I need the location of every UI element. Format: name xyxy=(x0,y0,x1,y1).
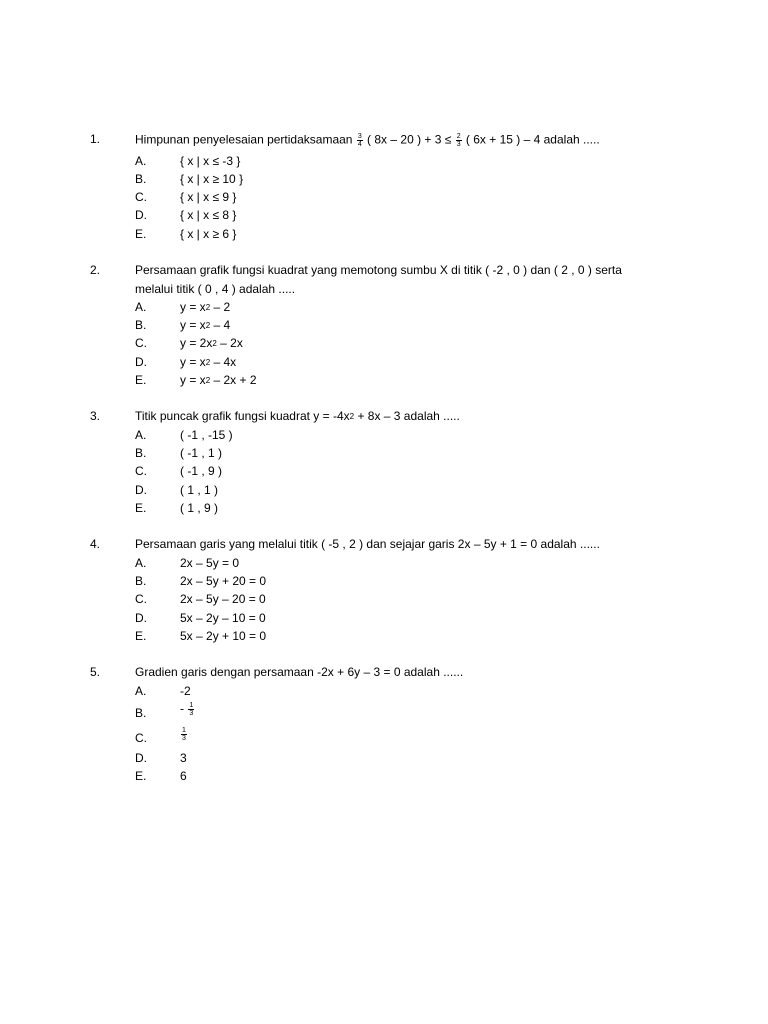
question-4-option-d-text: 5x – 2y – 10 = 0 xyxy=(180,611,266,625)
question-3-option-e-text: ( 1 , 9 ) xyxy=(180,501,219,515)
fraction-one-third: $\frac{1}{3}$ xyxy=(189,702,194,717)
question-5-option-b-letter: B. xyxy=(135,706,147,720)
question-1-option-b-text: { x | x ≥ 10 } xyxy=(180,172,244,186)
question-1-option-d-text: { x | x ≤ 8 } xyxy=(180,208,237,222)
question-5-option-c-letter: C. xyxy=(135,731,147,745)
question-2-option-a-text: $y = x^2 - 2$ xyxy=(180,300,231,314)
question-5-option-e-text: 6 xyxy=(180,769,187,783)
question-5-number: 5. xyxy=(90,665,101,679)
question-3-option-c-text: ( -1 , 9 ) xyxy=(180,464,223,478)
question-2-option-c-letter: C. xyxy=(135,336,147,350)
question-2-option-b-text: $y = x^2 - 4$ xyxy=(180,318,231,332)
question-2-option-a-letter: A. xyxy=(135,300,147,314)
question-2-number: 2. xyxy=(90,263,101,277)
question-4-option-b-letter: B. xyxy=(135,574,147,588)
question-1-option-c-letter: C. xyxy=(135,190,147,204)
question-4-option-a-text: 2x – 5y = 0 xyxy=(180,556,240,570)
question-5-option-a-text: -2 xyxy=(180,684,191,698)
question-1-option-c-text: { x | x ≤ 9 } xyxy=(180,190,237,204)
question-4-option-e-letter: E. xyxy=(135,629,147,643)
question-4-option-e-text: 5x – 2y + 10 = 0 xyxy=(180,629,267,643)
fraction-two-thirds: $\frac{2}{3}$ xyxy=(456,133,461,148)
question-5-option-c-text xyxy=(180,727,188,742)
question-2-stem-line1: Persamaan grafik fungsi kuadrat yang memotong sumbu X di titik ( -2 , 0 ) dan ( 2 , 0 ) serta xyxy=(135,263,622,277)
question-4-option-c-letter: C. xyxy=(135,592,147,606)
question-2-option-e-text: $y = x^2 - 2x + 2$ xyxy=(180,373,257,387)
question-2-option-d-letter: D. xyxy=(135,355,147,369)
question-3-option-a-letter: A. xyxy=(135,428,147,442)
question-1-option-a-letter: A. xyxy=(135,154,147,168)
question-4-option-a-letter: A. xyxy=(135,556,147,570)
question-4-option-b-text: 2x – 5y + 20 = 0 xyxy=(180,574,267,588)
question-2-option-d-text: $y = x^2 - 4x$ xyxy=(180,355,237,369)
question-4-number: 4. xyxy=(90,537,101,551)
question-1-number: 1. xyxy=(90,132,101,146)
question-3-option-d-text: ( 1 , 1 ) xyxy=(180,483,219,497)
question-3-option-b-letter: B. xyxy=(135,446,147,460)
question-3-option-e-letter: E. xyxy=(135,501,147,515)
question-3-option-c-letter: C. xyxy=(135,464,147,478)
question-5-option-a-letter: A. xyxy=(135,684,147,698)
question-2-option-b-letter: B. xyxy=(135,318,147,332)
question-5-option-b-text: - $\frac{1}{3}$ xyxy=(180,701,194,717)
question-3-option-b-text: ( -1 , 1 ) xyxy=(180,446,223,460)
question-1-option-a-text: { x | x ≤ -3 } xyxy=(180,154,241,168)
fraction-three-quarters: $\frac{3}{4}$ xyxy=(357,133,362,148)
question-4-option-d-letter: D. xyxy=(135,611,147,625)
question-2-stem-line2: melalui titik ( 0 , 4 ) adalah ..... xyxy=(135,282,296,296)
question-5-option-e-letter: E. xyxy=(135,769,147,783)
question-1-option-e-letter: E. xyxy=(135,227,147,241)
question-3-number: 3. xyxy=(90,409,101,423)
question-3-stem: Titik puncak grafik fungsi kuadrat $y = -4x^2 + 8x - 3$ adalah ..... xyxy=(135,409,460,423)
question-5-stem: Gradien garis dengan persamaan -2x + 6y – 3 = 0 adalah ...... xyxy=(135,665,464,679)
question-4-option-c-text: 2x – 5y – 20 = 0 xyxy=(180,592,266,606)
question-1-option-b-letter: B. xyxy=(135,172,147,186)
question-4-stem: Persamaan garis yang melalui titik ( -5 , 2 ) dan sejajar garis 2x – 5y + 1 = 0 adalah ...... xyxy=(135,537,600,551)
question-3-option-d-letter: D. xyxy=(135,483,147,497)
question-5-option-d-letter: D. xyxy=(135,751,147,765)
question-1-option-d-letter: D. xyxy=(135,208,147,222)
question-5-option-d-text: 3 xyxy=(180,751,187,765)
question-1-option-e-text: { x | x ≥ 6 } xyxy=(180,227,237,241)
fraction-one-third: $\frac{1}{3}$ xyxy=(182,727,186,742)
question-2-option-e-letter: E. xyxy=(135,373,147,387)
question-3-option-a-text: ( -1 , -15 ) xyxy=(180,428,233,442)
question-2-option-c-text: $y = 2x^2 - 2x$ xyxy=(180,336,243,350)
question-1-stem: Himpunan penyelesaian pertidaksamaan $\frac{3}{4}$ ( 8x – 20 ) + 3 ≤ $\frac{2}{3}$ ( 6x + 15 ) – 4 adalah ..... xyxy=(135,132,600,148)
